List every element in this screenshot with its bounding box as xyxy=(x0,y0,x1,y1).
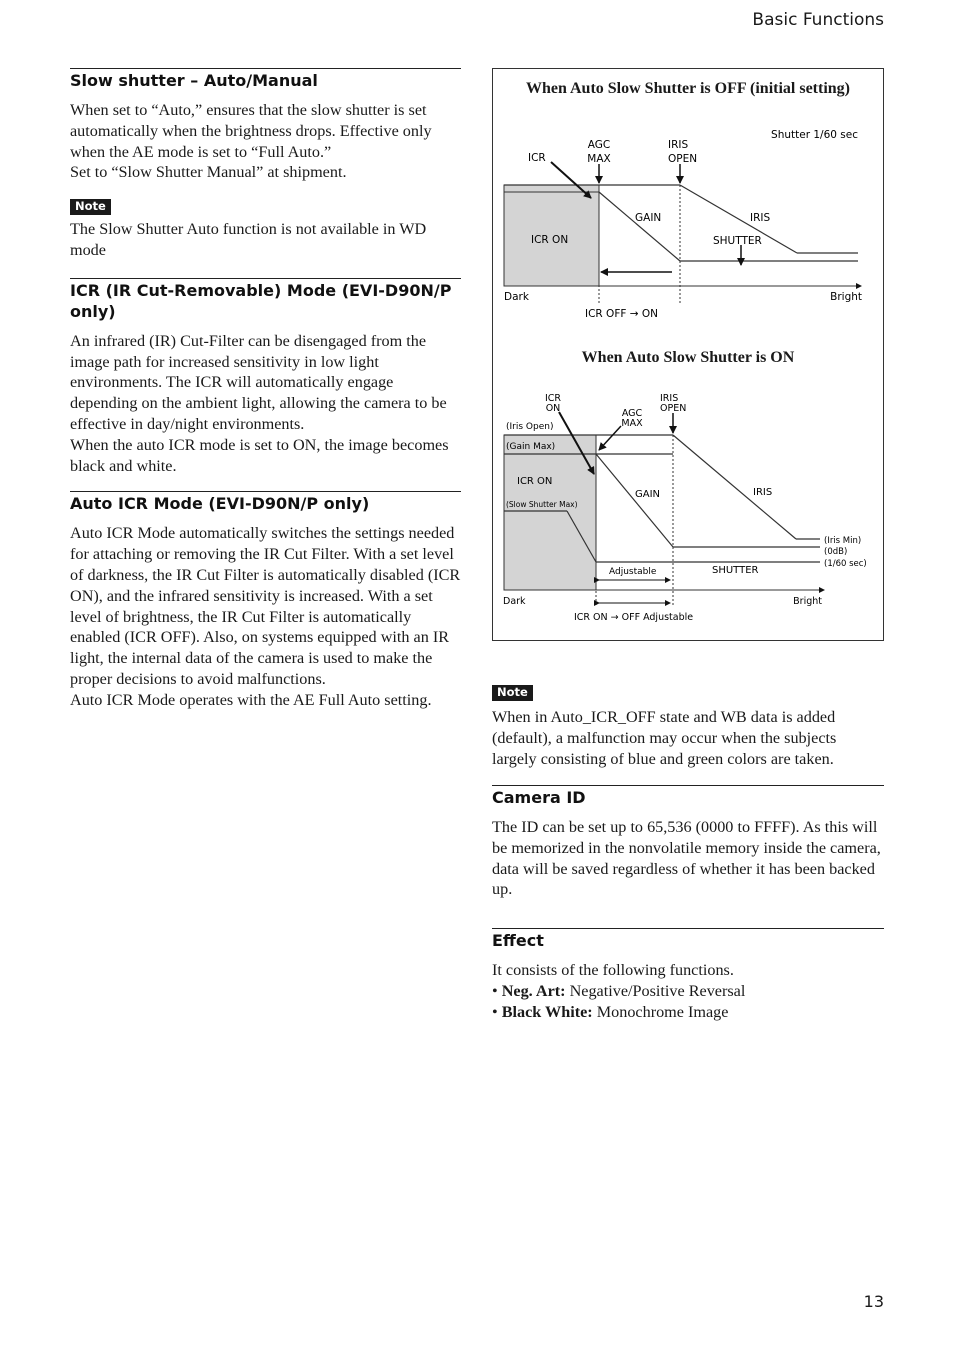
list-item: • Black White: Monochrome Image xyxy=(492,1002,729,1021)
diagram-title-off: When Auto Slow Shutter is OFF (initial setting) xyxy=(525,80,851,97)
label-open: OPEN xyxy=(668,153,698,165)
label-shutter-speed: Shutter 1/60 sec xyxy=(771,129,858,141)
section-auto-icr xyxy=(70,491,461,710)
label-iris: IRIS xyxy=(668,139,689,151)
label-iris-curve: IRIS xyxy=(753,487,773,498)
left-column xyxy=(70,68,461,711)
label-0db: (0dB) xyxy=(824,547,848,557)
label-iris-open: (Iris Open) xyxy=(506,422,554,432)
paragraph: Auto ICR Mode automatically switches the settings needed for attaching or removing the IR Cut Filter. With a set level of darkness, the IR Cut Filter is automatically disabled (ICR ON), and the infrared sensitivity is increased. With a set level of brightness, the IR Cut Filter is automatically enabled (ICR OFF). Also, on systems equipped with an IR light, the internal data of the camera is used to make the proper decisions to avoid malfunctions. xyxy=(70,524,461,688)
label-iris-min: (Iris Min) xyxy=(824,536,862,546)
running-head: Basic Functions xyxy=(752,10,884,30)
label-icr-on: ICR ON xyxy=(517,476,553,487)
paragraph: An infrared (IR) Cut-Filter can be disengaged from the image path for increased sensitivity in low light environments. The ICR will automatically engage depending on the ambient light, allowing the camera to be effective in day/night environments. xyxy=(70,331,447,433)
label-dark: Dark xyxy=(504,291,529,303)
gain-curve xyxy=(596,454,673,547)
list-item-desc: Monochrome Image xyxy=(596,1002,729,1021)
icr-on-region xyxy=(504,435,596,590)
diagram-title-on: When Auto Slow Shutter is ON xyxy=(581,349,795,366)
paragraph: It consists of the following functions. xyxy=(492,961,734,979)
label-icr-off-on: ICR OFF → ON xyxy=(585,308,658,320)
section-effect xyxy=(492,928,884,1022)
right-note xyxy=(492,683,884,769)
label-open: OPEN xyxy=(660,403,687,414)
label-gain: GAIN xyxy=(635,212,662,224)
label-bright: Bright xyxy=(793,596,822,607)
label-gain-max: (Gain Max) xyxy=(506,442,556,452)
label-iris: IRIS xyxy=(660,393,679,404)
section-heading: ICR (IR Cut-Removable) Mode (EVI-D90N/P only) xyxy=(70,280,452,321)
note-badge: Note xyxy=(492,685,533,701)
paragraph: Set to “Slow Shutter Manual” at shipment. xyxy=(70,163,347,182)
label-iris-curve: IRIS xyxy=(750,212,771,224)
section-heading: Auto ICR Mode (EVI-D90N/P only) xyxy=(70,494,370,514)
paragraph: The ID can be set up to 65,536 (0000 to FFFF). As this will be memorized in the nonvolatile memory inside the camera, data will be saved regardless of whether it has been backed up. xyxy=(492,818,881,899)
paragraph: When the auto ICR mode is set to ON, the image becomes black and white. xyxy=(70,435,449,475)
note-text: When in Auto_ICR_OFF state and WB data is added (default), a malfunction may occur when the subjects largely consisting of blue and green colors are taken. xyxy=(492,708,837,768)
list-item-term: Black White: xyxy=(501,1002,593,1021)
graph-slow-shutter-on xyxy=(503,393,867,623)
graph-slow-shutter-off xyxy=(504,129,862,320)
label-1-60-sec: (1/60 sec) xyxy=(824,559,867,569)
label-gain: GAIN xyxy=(635,489,661,500)
section-camera-id xyxy=(492,785,884,900)
label-shutter: SHUTTER xyxy=(713,235,762,247)
note-text: The Slow Shutter Auto function is not available in WD mode xyxy=(70,220,427,259)
label-icr: ICR xyxy=(528,152,546,164)
label-on: ON xyxy=(545,403,561,414)
exposure-diagram-svg xyxy=(493,69,883,640)
gain-curve xyxy=(599,192,680,261)
list-item: • Neg. Art: Negative/Positive Reversal xyxy=(492,981,746,1000)
section-heading: Effect xyxy=(492,931,544,950)
label-adjustable: Adjustable xyxy=(609,567,657,577)
list-item-desc: Negative/Positive Reversal xyxy=(569,981,746,1000)
label-icr: ICR xyxy=(544,393,562,404)
label-shutter: SHUTTER xyxy=(712,565,759,576)
list-item-term: Neg. Art: xyxy=(501,981,566,1000)
label-slow-shutter-max: (Slow Shutter Max) xyxy=(506,500,578,509)
exposure-diagram xyxy=(492,68,884,641)
section-icr-mode xyxy=(70,278,461,477)
section-slow-shutter xyxy=(70,68,461,261)
label-bright: Bright xyxy=(830,291,862,303)
section-heading: Slow shutter – Auto/Manual xyxy=(70,71,318,90)
iris-curve xyxy=(673,435,796,539)
label-dark: Dark xyxy=(503,596,526,607)
label-agc: AGC xyxy=(621,408,643,419)
label-max: MAX xyxy=(587,153,611,165)
agc-max-pointer-arrow xyxy=(599,426,621,450)
page-number: 13 xyxy=(863,1292,884,1311)
paragraph: When set to “Auto,” ensures that the slow shutter is set automatically when the brightness drops. Effective only when the AE mode is set to “Full Auto.” xyxy=(70,101,432,161)
paragraph: Auto ICR Mode operates with the AE Full Auto setting. xyxy=(70,690,432,709)
label-max: MAX xyxy=(621,418,643,429)
note-badge: Note xyxy=(70,199,111,215)
label-icr-on: ICR ON xyxy=(531,234,569,246)
label-icr-on-off-adjustable: ICR ON → OFF Adjustable xyxy=(574,612,694,623)
section-heading: Camera ID xyxy=(492,788,586,807)
label-agc: AGC xyxy=(587,139,611,151)
